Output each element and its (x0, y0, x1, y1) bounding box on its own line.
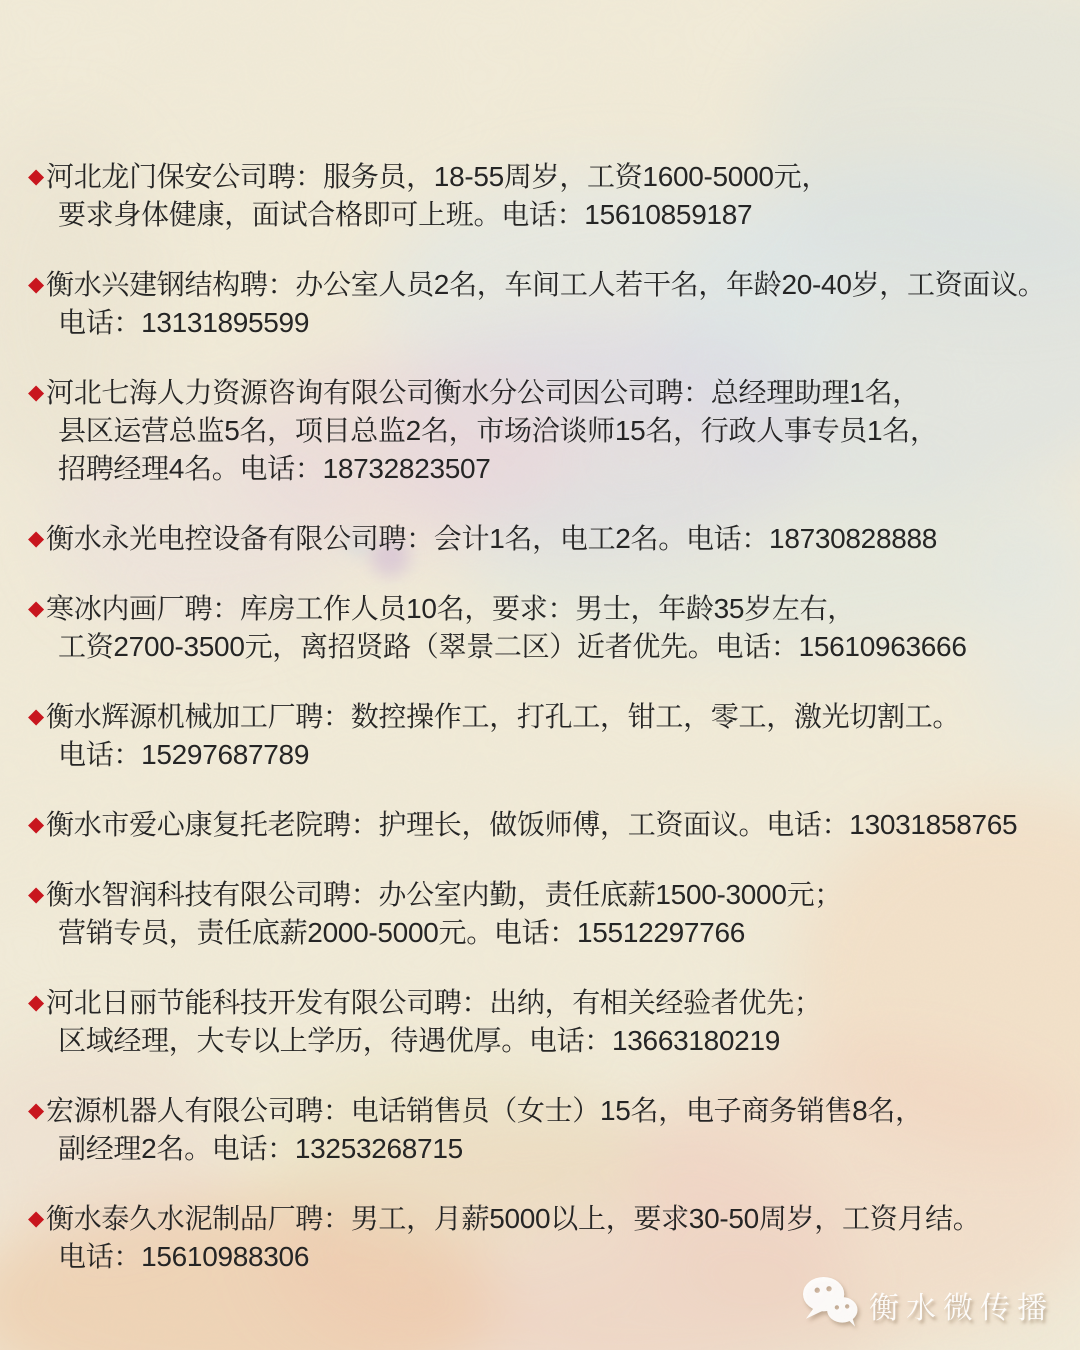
diamond-bullet-icon: ◆ (28, 527, 45, 550)
diamond-bullet-icon: ◆ (28, 991, 45, 1014)
diamond-bullet-icon: ◆ (28, 1207, 45, 1230)
listing-line: 副经理2名。电话：13253268715 (58, 1133, 463, 1164)
listing-line: 宏源机器人有限公司聘：电话销售员（女士）15名，电子商务销售8名， (46, 1095, 923, 1126)
job-listing (28, 806, 1060, 844)
diamond-bullet-icon: ◆ (28, 1099, 45, 1122)
listing-line: 衡水智润科技有限公司聘：办公室内勤，责任底薪1500-3000元； (46, 879, 843, 910)
job-listing (28, 520, 1060, 558)
wechat-icon (802, 1275, 859, 1334)
listing-line: 河北龙门保安公司聘：服务员，18-55周岁，工资1600-5000元， (46, 161, 830, 192)
job-listing (28, 698, 1060, 774)
job-listing (28, 158, 1060, 234)
listing-line: 招聘经理4名。电话：18732823507 (58, 453, 491, 484)
watermark-label: 衡水微传播 (869, 1291, 1054, 1325)
watermark (802, 1275, 1054, 1334)
listing-line: 电话：13131895599 (58, 307, 310, 338)
diamond-bullet-icon: ◆ (28, 381, 45, 404)
listing-line: 河北日丽节能科技开发有限公司聘：出纳，有相关经验者优先； (46, 987, 822, 1018)
diamond-bullet-icon: ◆ (28, 597, 45, 620)
listing-line: 营销专员，责任底薪2000-5000元。电话：15512297766 (58, 917, 745, 948)
listing-line: 衡水兴建钢结构聘：办公室人员2名，车间工人若干名，年龄20-40岁，工资面议。 (46, 269, 1046, 300)
job-listing (28, 1200, 1060, 1276)
listing-line: 衡水泰久水泥制品厂聘：男工，月薪5000以上，要求30-50周岁，工资月结。 (46, 1203, 981, 1234)
listing-line: 衡水辉源机械加工厂聘：数控操作工，打孔工，钳工，零工，激光切割工。 (46, 701, 961, 732)
listing-line: 工资2700-3500元，离招贤路（翠景二区）近者优先。电话：15610963666 (58, 631, 967, 662)
job-listing (28, 374, 1060, 488)
job-listing (28, 1092, 1060, 1168)
listing-line: 衡水市爱心康复托老院聘：护理长，做饭师傅，工资面议。电话：13031858765 (46, 809, 1018, 840)
job-listing (28, 266, 1060, 342)
listing-line: 河北七海人力资源咨询有限公司衡水分公司因公司聘：总经理助理1名， (46, 377, 920, 408)
diamond-bullet-icon: ◆ (28, 813, 45, 836)
listing-line: 县区运营总监5名，项目总监2名，市场洽谈师15名，行政人事专员1名， (58, 415, 938, 446)
listing-line: 寒冰内画厂聘：库房工作人员10名，要求：男士，年龄35岁左右， (46, 593, 855, 624)
diamond-bullet-icon: ◆ (28, 273, 45, 296)
listing-line: 衡水永光电控设备有限公司聘：会计1名，电工2名。电话：18730828888 (46, 523, 938, 554)
listing-line: 要求身体健康，面试合格即可上班。电话：15610859187 (58, 199, 753, 230)
job-listing (28, 590, 1060, 666)
listing-line: 电话：15610988306 (58, 1241, 310, 1272)
diamond-bullet-icon: ◆ (28, 705, 45, 728)
diamond-bullet-icon: ◆ (28, 165, 45, 188)
diamond-bullet-icon: ◆ (28, 883, 45, 906)
job-listing (28, 876, 1060, 952)
listing-line: 电话：15297687789 (58, 739, 310, 770)
listing-line: 区域经理，大专以上学历，待遇优厚。电话：13663180219 (58, 1025, 780, 1056)
job-listing (28, 984, 1060, 1060)
